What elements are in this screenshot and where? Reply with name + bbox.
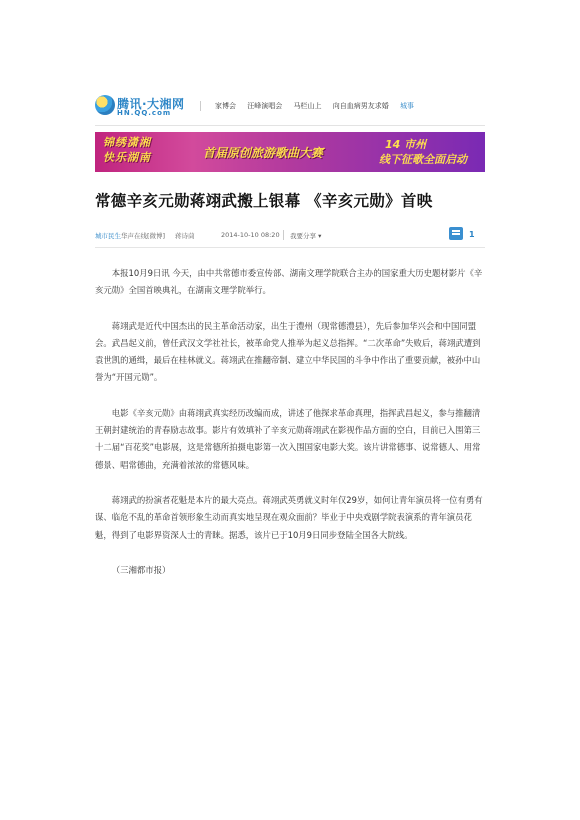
article-title: 常德辛亥元勋蒋翊武搬上银幕 《辛亥元勋》首映: [95, 192, 433, 210]
source-link[interactable]: 华声在线[微博]: [121, 232, 166, 240]
logo-globe-icon: [95, 95, 115, 115]
article-paragraph: 蒋翊武是近代中国杰出的民主革命活动家，出生于澧州（现常德澧县），先后参加华兴会和中国同盟会。武昌起义前，曾任武汉文学社社长，被革命党人推举为起义总指挥。“二次革命”失败后，蒋翊武遭到袁世凯的通缉，最后在桂林就义。蒋翊武在推翻帝制、建立中华民国的斗争中作出了重要贡献，被孙中山誉为“开国元勋”。: [95, 320, 481, 383]
banner-slogan-line1: 锦绣潇湘: [103, 136, 151, 149]
site-header: [95, 85, 485, 126]
article-paragraph: 蒋翊武的扮演者花魁是本片的最大亮点。蒋翊武英勇就义时年仅29岁，如何让青年演员将一位有勇有谋、临危不乱的革命首领形象生动而真实地呈现在观众面前？毕业于中央戏剧学院表演系的青年演员花魁，得到了电影界资深人士的青睐。据悉，该片已于10月9日同步登陆全国各大院线。: [95, 494, 483, 540]
comment-count[interactable]: 1: [469, 230, 475, 239]
nav-item-city[interactable]: 城事: [399, 102, 414, 110]
site-logo[interactable]: [95, 95, 195, 119]
article-paragraph: 本报10月9日讯 今天，由中共常德市委宣传部、湖南文理学院联合主办的国家重大历史题材影片《辛亥元勋》全国首映典礼，在湖南文理学院举行。: [95, 268, 483, 296]
share-button[interactable]: 我要分享 ▾: [290, 232, 322, 240]
nav-item-expo[interactable]: 家博会: [215, 102, 236, 110]
nav-item-malanshan[interactable]: 马栏山上: [293, 102, 322, 110]
article-paragraph: 电影《辛亥元勋》由蒋翊武真实经历改编而成，讲述了他探求革命真理，指挥武昌起义，参与推翻清王朝封建统治的青春励志故事。影片有效填补了辛亥元勋蒋翊武在影视作品方面的空白，目前已入围第三十二届“百花奖”电影展，这是常德所拍摄电影第一次入围国家电影大奖。该片讲常德事、说常德人、用常德景、唱常德曲，充满着浓浓的常德风味。: [95, 407, 481, 470]
logo-text: 腾讯·大湘网: [117, 97, 185, 111]
top-nav: [200, 101, 423, 111]
divider: [283, 230, 284, 240]
article-source-note: （三湘都市报）: [111, 564, 171, 575]
category-link[interactable]: 城市民生: [95, 232, 121, 240]
banner-right-line2: 线下征歌全面启动: [379, 153, 467, 166]
nav-item-concert[interactable]: 汪峰演唱会: [247, 102, 283, 110]
article-meta: [95, 227, 485, 248]
logo-domain: HN.QQ.com: [117, 109, 172, 117]
publish-time: 2014-10-10 08:20: [221, 231, 280, 239]
banner-slogan-line2: 快乐湖南: [103, 151, 151, 164]
ad-banner[interactable]: [95, 132, 485, 172]
comment-icon[interactable]: [449, 227, 463, 240]
banner-slogan: [103, 135, 151, 165]
article-page: [95, 85, 485, 579]
banner-headline: 首届原创旅游歌曲大赛: [203, 146, 324, 160]
nav-item-proposal[interactable]: 向自血病男友求婚: [332, 102, 389, 110]
banner-right-line1: 14 市州: [385, 138, 427, 151]
author: 蒋诗茼: [175, 232, 195, 240]
